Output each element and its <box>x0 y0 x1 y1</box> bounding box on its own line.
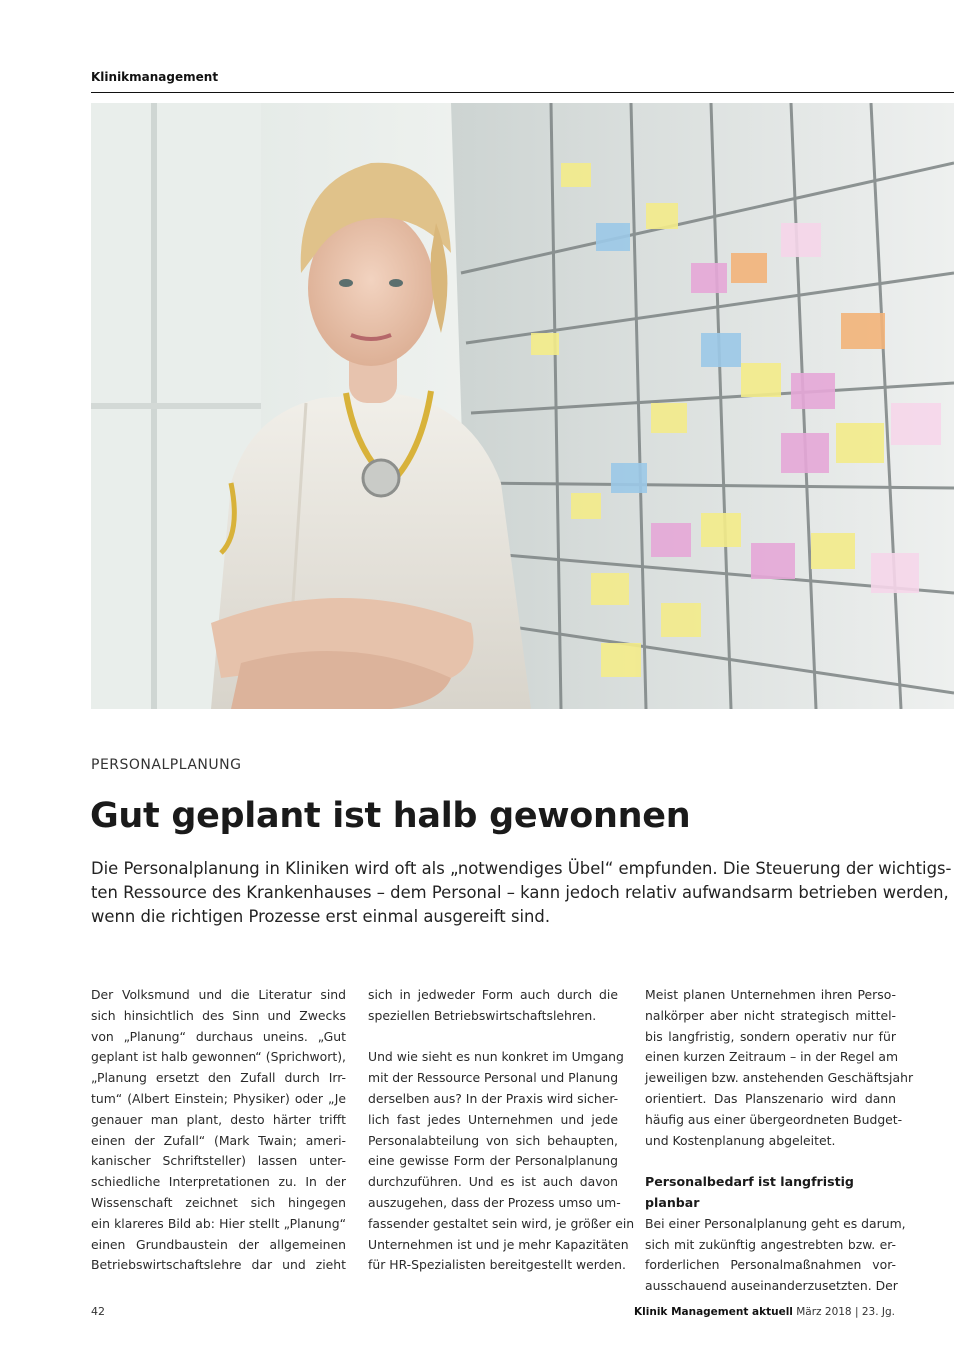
body-line: orientiert. Das Planszenario wird dann <box>645 1090 896 1106</box>
body-line: derselben aus? In der Praxis wird sicher- <box>368 1090 619 1106</box>
header-rule <box>91 92 954 93</box>
body-line: Wissenschaft zeichnet sich hingegen <box>91 1194 346 1210</box>
body-line: ausschauend auseinanderzusetzten. Der <box>645 1278 898 1294</box>
body-line: ein klareres Bild ab: Hier stellt „Planung“ <box>91 1215 346 1231</box>
body-line: genauer man plant, desto härter trifft <box>91 1111 346 1127</box>
body-line: „Planung ersetzt den Zufall durch Irr- <box>91 1070 346 1086</box>
section-label: Klinikmanagement <box>91 70 219 84</box>
footer-separator: | <box>854 1306 859 1318</box>
body-line: Und wie sieht es nun konkret im Umgang <box>368 1049 624 1065</box>
body-line: häufig aus einer übergeordneten Budget- <box>645 1111 903 1127</box>
page-number: 42 <box>91 1305 105 1318</box>
body-line: lich fast jedes Unternehmen und jede <box>368 1111 618 1127</box>
body-line: mit der Ressource Personal und Planung <box>368 1070 619 1086</box>
article-column-2 <box>368 985 635 1276</box>
lead-line: ten Ressource des Krankenhauses – dem Personal – kann jedoch relativ aufwandsarm betrieben werden, <box>91 883 949 902</box>
body-line: Der Volksmund und die Literatur sind <box>91 987 346 1002</box>
photo-nurse-planning-board-icon <box>91 103 954 709</box>
paragraph-gap <box>368 1027 618 1048</box>
body-line: einen der Zufall“ (Mark Twain; ameri- <box>91 1132 346 1148</box>
body-line: Betriebswirtschaftslehre dar und zieht <box>91 1257 346 1273</box>
body-line: tum“ (Albert Einstein; Physiker) oder „Je <box>91 1090 346 1106</box>
lead-line: Die Personalplanung in Kliniken wird oft als „notwendiges Übel“ empfunden. Die Steuerung der wichtigs- <box>91 859 952 878</box>
body-line: und Kostenplanung abgeleitet. <box>645 1132 836 1148</box>
body-line: fassender gestaltet sein wird, je größer ein <box>368 1215 635 1231</box>
article-column-1 <box>91 985 346 1276</box>
body-line: jeweiligen bzw. anstehenden Geschäftsjahr <box>645 1070 914 1086</box>
body-line: für HR-Spezialisten bereitgestellt werden. <box>368 1257 626 1273</box>
body-line: auszugehen, dass der Prozess umso um- <box>368 1194 621 1210</box>
body-line: sich mit zukünftig angestrebten bzw. er- <box>645 1236 896 1252</box>
article-kicker: PERSONALPLANUNG <box>91 757 242 773</box>
body-line: einen kurzen Zeitraum – in der Regel am <box>645 1049 899 1065</box>
paragraph-gap <box>645 1151 896 1172</box>
body-line: schiedliche Interpretationen zu. In der <box>91 1174 346 1190</box>
body-line: eine gewisse Form der Personalplanung <box>368 1153 618 1169</box>
article-lead <box>91 857 952 929</box>
body-line: kanischer Schriftsteller) lassen unter- <box>91 1153 346 1169</box>
body-line: nalkörper aber nicht strategisch mittel- <box>645 1007 896 1023</box>
body-line: sich hinsichtlich des Sinn und Zwecks <box>91 1007 346 1023</box>
body-line: bis langfristig, sondern operativ nur für <box>645 1028 896 1044</box>
body-line: forderlichen Personalmaßnahmen vor- <box>645 1257 896 1273</box>
body-line: sich in jedweder Form auch durch die <box>368 987 618 1002</box>
subheading: Personalbedarf ist langfristig planbar <box>645 1174 854 1210</box>
article-headline: Gut geplant ist halb gewonnen <box>90 796 691 836</box>
body-line: durchzuführen. Und es ist auch davon <box>368 1174 618 1190</box>
body-line: von „Planung“ durchaus uneins. „Gut <box>91 1028 346 1044</box>
body-line: Bei einer Personalplanung geht es darum, <box>645 1215 906 1231</box>
journal-volume: 23. Jg. <box>861 1306 895 1318</box>
body-line: speziellen Betriebswirtschaftslehren. <box>368 1007 597 1023</box>
article-column-3 <box>645 985 914 1297</box>
body-line: geplant ist halb gewonnen“ (Sprichwort), <box>91 1049 346 1065</box>
lead-line: wenn die richtigen Prozesse erst einmal ausgereift sind. <box>91 907 551 926</box>
journal-name: Klinik Management aktuell <box>634 1306 793 1318</box>
body-line: Unternehmen ist und je mehr Kapazitäten <box>368 1236 629 1252</box>
journal-footer <box>634 1306 895 1318</box>
hero-photo <box>91 103 954 709</box>
body-line: Personalabteilung von sich behaupten, <box>368 1132 618 1148</box>
body-line: einen Grundbaustein der allgemeinen <box>91 1236 346 1252</box>
body-line: Meist planen Unternehmen ihren Perso- <box>645 987 896 1002</box>
journal-issue: März 2018 <box>796 1306 852 1318</box>
